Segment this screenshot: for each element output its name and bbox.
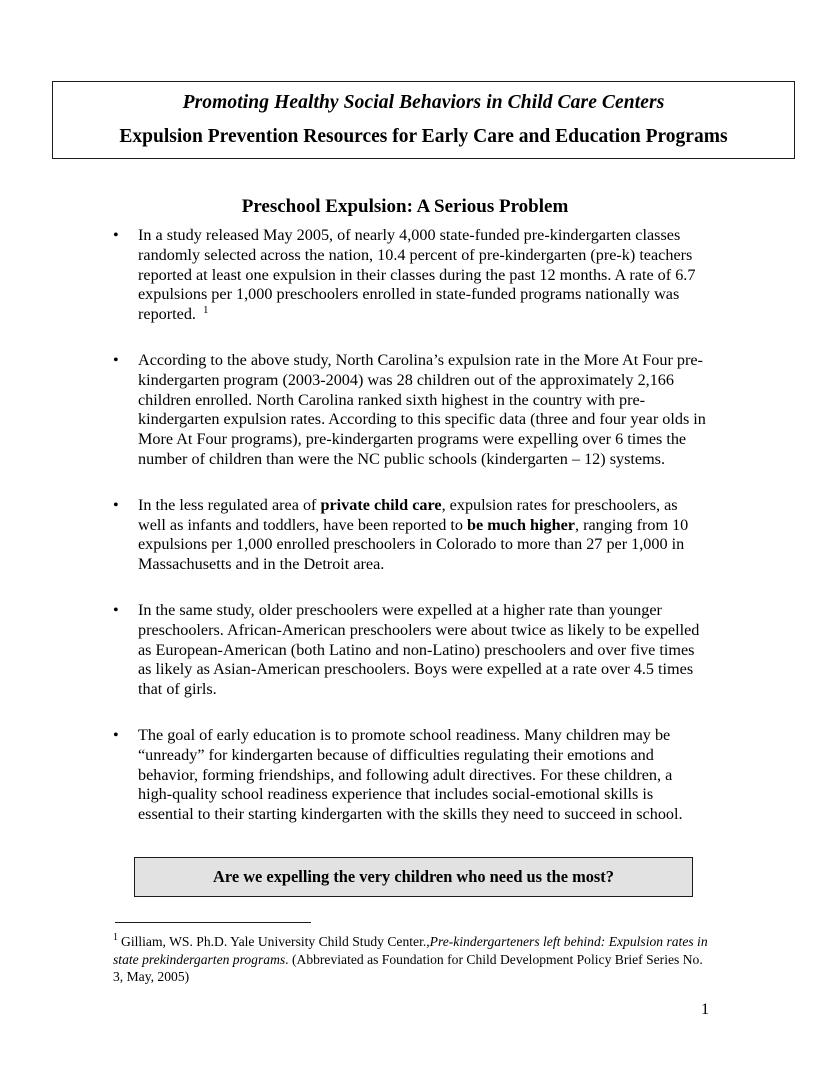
document-title-secondary: Expulsion Prevention Resources for Early Care and Education Programs — [119, 125, 728, 147]
bullet-point-icon: • — [113, 725, 119, 744]
footnote-separator-rule — [115, 922, 311, 923]
footnote-title-italic: Pre-kindergarteners left behind: Expulsion rates in state prekindergarten programs — [113, 934, 708, 967]
list-item-demographics — [0, 601, 828, 700]
emphasis-be-much-higher: be much higher — [467, 515, 575, 534]
text-segment: , ranging from 10 expulsions per 1,000 enrolled preschoolers in Colorado to more than 27 per 1,000 in Massachusetts and in the Detroit area. — [138, 515, 689, 574]
footnote-number: 1 — [113, 932, 118, 944]
list-item-north-carolina — [0, 351, 828, 470]
bullet-point-icon: • — [113, 495, 119, 514]
footnote-text-part-1: Gilliam, WS. Ph.D. Yale University Child Study Center., — [121, 934, 430, 949]
list-item-private-child-care — [0, 496, 828, 575]
list-item-text: In a study released May 2005, of nearly 4,000 state-funded pre-kindergarten classes randomly selected across the nation, 10.4 percent of pre-kindergarten (pre-k) teachers reported at least one expulsion in their classes during the past 12 months. A rate of 6.7 expulsions per 1,000 preschoolers enrolled in state-funded programs nationally was reported. — [138, 226, 696, 324]
text-segment: , expulsion rates for preschoolers, as well as infants and toddlers, have been reported to — [138, 495, 678, 534]
page-number: 1 — [700, 1000, 710, 1018]
document-title-primary: Promoting Healthy Social Behaviors in Child Care Centers — [182, 92, 665, 114]
list-item-text — [138, 496, 688, 573]
callout-box — [134, 857, 693, 897]
list-item-text: The goal of early education is to promote school readiness. Many children may be “unready” for kindergarten because of difficulties regulating their emotions and behavior, forming friendships, and following adult directives. For these children, a high-quality school readiness experience that includes social-emotional skills is essential to their starting kindergarten with the skills they need to succeed in school. — [138, 725, 683, 824]
list-item-text: In the same study, older preschoolers were expelled at a higher rate than younger preschoolers. African-American preschoolers were about twice as likely to be expelled as European-American (both Latino and non-Latino) preschoolers and over five times as likely as Asian-American preschoolers. Boys were expelled at a rate over 4.5 times that of girls. — [138, 600, 700, 699]
emphasis-private-child-care: private child care — [320, 495, 442, 514]
list-item-study-2005 — [0, 226, 828, 325]
text-segment: In the less regulated area of — [138, 495, 321, 514]
bullet-point-icon: • — [113, 226, 119, 244]
bullet-list — [0, 226, 828, 825]
footnote-reference-marker[interactable]: 1 — [203, 303, 209, 316]
bullet-point-icon: • — [113, 350, 119, 369]
callout-question-text: Are we expelling the very children who need us the most? — [213, 867, 614, 886]
list-item-school-readiness — [0, 726, 828, 825]
footnote-text-part-2: . (Abbreviated as Foundation for Child Development Policy Brief Series No. 3, May, 2005) — [113, 951, 703, 985]
document-header-box — [52, 81, 795, 159]
document-body — [0, 196, 828, 825]
bullet-point-icon: • — [113, 600, 119, 619]
footnote-citation — [113, 933, 713, 986]
list-item-text: According to the above study, North Carolina’s expulsion rate in the More At Four pre-kindergarten program (2003-2004) was 28 children out of the approximately 2,166 children enrolled. North Carolina ranked sixth highest in the country with pre-kindergarten expulsion rates. According to this specific data (three and four year olds in More At Four programs), pre-kindergarten programs were expelling over 6 times the number of children than were the NC public schools (kindergarten – 12) systems. — [138, 350, 706, 468]
section-heading: Preschool Expulsion: A Serious Problem — [241, 196, 569, 217]
